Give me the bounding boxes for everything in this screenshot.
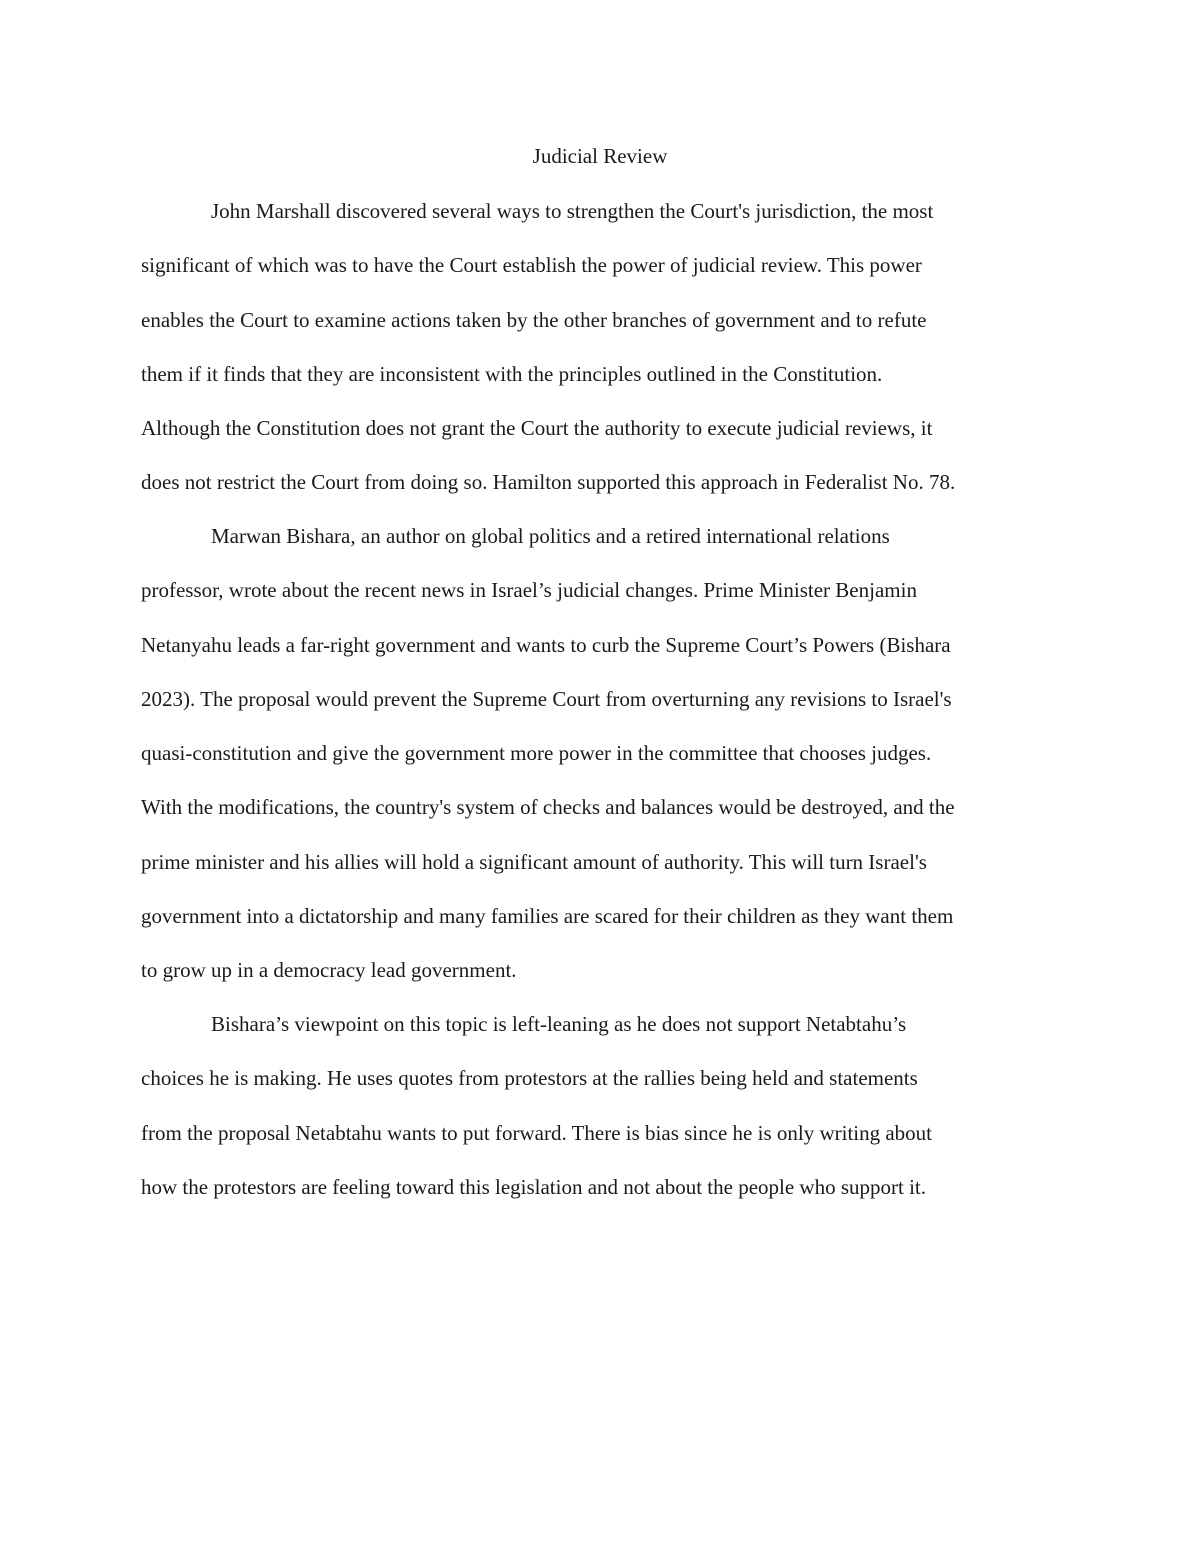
paragraph-line: Bishara’s viewpoint on this topic is left-leaning as he does not support Netabtahu’s bbox=[211, 1012, 907, 1036]
paragraph-line: quasi-constitution and give the government more power in the committee that chooses judges. bbox=[141, 741, 932, 766]
paragraph-line: With the modifications, the country's system of checks and balances would be destroyed, and the bbox=[141, 795, 955, 820]
paragraph-line: professor, wrote about the recent news in Israel’s judicial changes. Prime Minister Benjamin bbox=[141, 578, 917, 603]
paragraph-line: Although the Constitution does not grant the Court the authority to execute judicial reviews, it bbox=[141, 416, 933, 441]
paragraph-line: prime minister and his allies will hold a significant amount of authority. This will turn Israel's bbox=[141, 849, 927, 874]
paragraph-line: to grow up in a democracy lead government. bbox=[141, 958, 517, 983]
document-title: Judicial Review bbox=[532, 144, 668, 168]
paragraph-line: Netanyahu leads a far-right government and wants to curb the Supreme Court’s Powers (Bishara bbox=[141, 632, 951, 657]
paragraph-line: enables the Court to examine actions taken by the other branches of government and to refute bbox=[141, 307, 927, 332]
paragraph-3 bbox=[141, 997, 1059, 1214]
paragraph-line: significant of which was to have the Court establish the power of judicial review. This power bbox=[141, 253, 922, 278]
paragraph-line: government into a dictatorship and many families are scared for their children as they want them bbox=[141, 904, 954, 929]
paragraph-line: Marwan Bishara, an author on global politics and a retired international relations bbox=[211, 524, 890, 548]
paragraph-line: how the protestors are feeling toward this legislation and not about the people who support it. bbox=[141, 1174, 926, 1199]
paragraph-1 bbox=[141, 184, 1059, 510]
paragraph-line: them if it finds that they are inconsistent with the principles outlined in the Constitution. bbox=[141, 361, 883, 386]
paragraph-line: from the proposal Netabtahu wants to put forward. There is bias since he is only writing about bbox=[141, 1120, 933, 1145]
paragraph-line: does not restrict the Court from doing so. Hamilton supported this approach in Federalist No. 78. bbox=[141, 470, 956, 495]
paragraph-2 bbox=[141, 509, 1059, 998]
paragraph-line: 2023). The proposal would prevent the Supreme Court from overturning any revisions to Israel's bbox=[141, 686, 952, 711]
paragraph-line: choices he is making. He uses quotes from protestors at the rallies being held and statements bbox=[141, 1066, 918, 1091]
paragraph-line: John Marshall discovered several ways to strengthen the Court's jurisdiction, the most bbox=[211, 199, 934, 223]
